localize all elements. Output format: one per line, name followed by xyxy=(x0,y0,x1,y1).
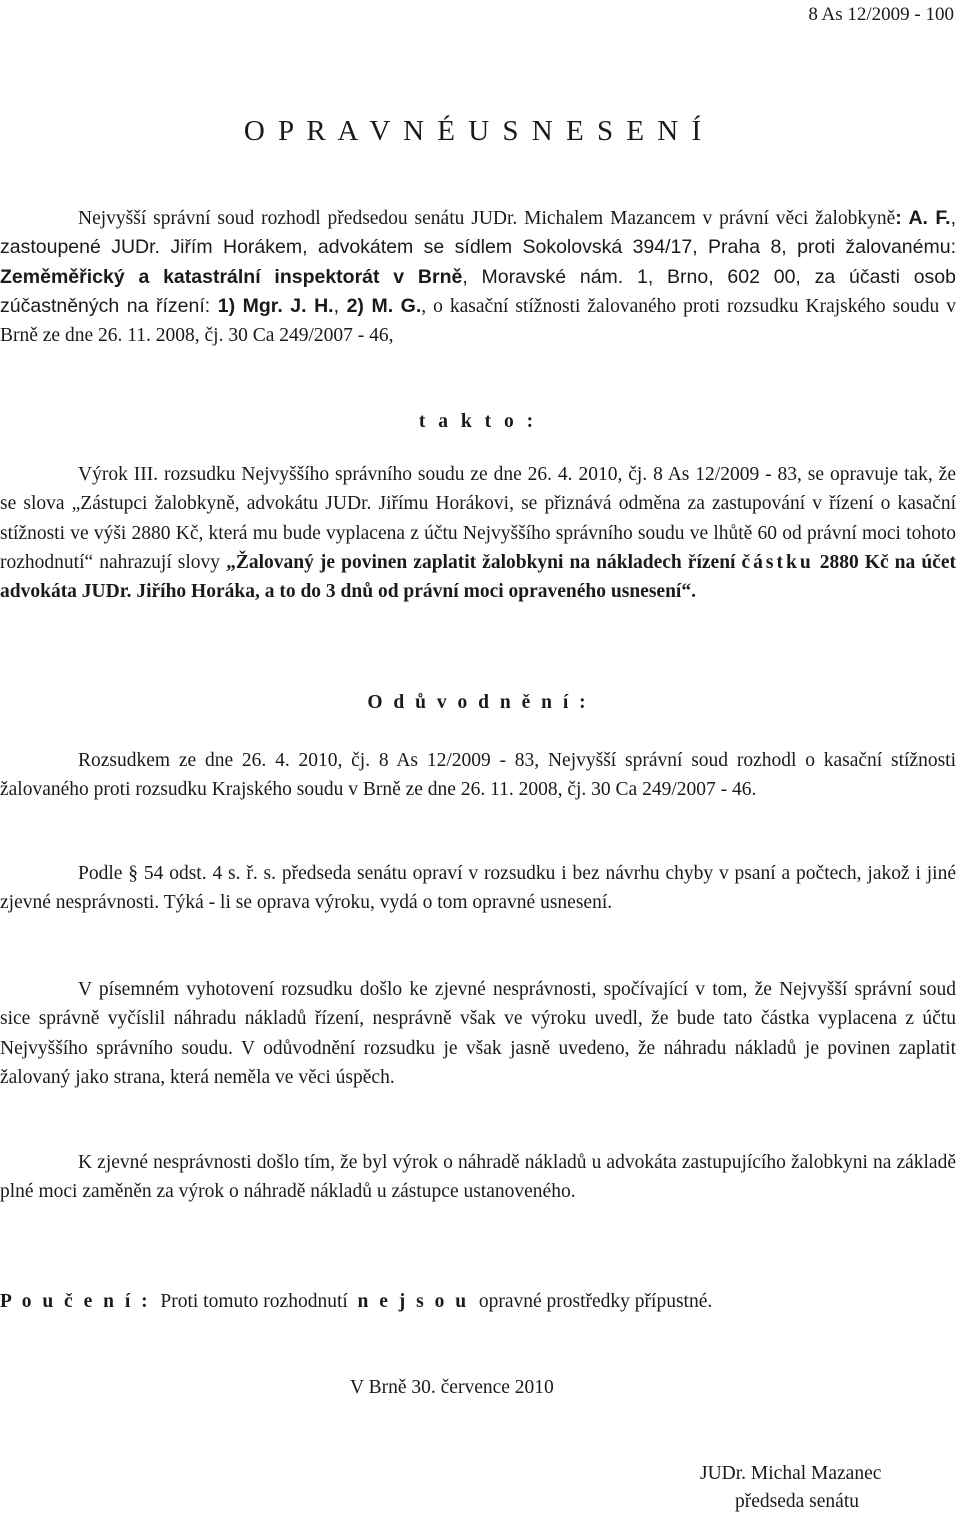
intro-text-2: , zastoupené JUDr. Jiřím Horákem, advokátem se sídlem Sokolovská 394/17, Praha 8, proti žalovanému: xyxy=(0,207,956,259)
takto-heading: t a k t o : xyxy=(418,411,538,432)
instruction-emphasis: n e j s o u xyxy=(357,1291,470,1312)
reasoning-paragraph-2: Podle § 54 odst. 4 s. ř. s. předseda senátu opraví v rozsudku i bez návrhu chyby v psaní a počtech, jakož i jiné zjevné nesprávnosti. Týká - li se oprava výroku, vydá o tom opravné usnesení. xyxy=(0,863,956,914)
verdict-replacement-1: „Žalovaný je povinen zaplatit žalobkyni na nákladech řízení xyxy=(226,551,742,573)
instruction-label: P o u č e n í : xyxy=(0,1291,151,1312)
intro-text-3: , Moravské nám. 1, Brno, 602 00, za účasti osob zúčastněných na řízení: xyxy=(0,265,956,317)
intro-text-1: Nejvyšší správní soud rozhodl předsedou senátu JUDr. Michalem Mazancem v právní věci žalobkyně xyxy=(78,208,896,229)
intro-colon: : xyxy=(895,207,909,229)
instruction-text-1: Proti tomuto rozhodnutí xyxy=(150,1291,358,1312)
plaintiff-name: A. F. xyxy=(908,207,951,229)
verdict-replacement-spaced: částku xyxy=(741,551,814,573)
reasoning-heading: O d ů v o d n ě n í : xyxy=(367,692,589,713)
instruction-line xyxy=(0,1290,712,1314)
verdict-text-1: Výrok III. rozsudku Nejvyššího správního soudu ze dne 26. 4. 2010, čj. 8 As 12/2009 - 83, se opravuje tak, že se slova „Zástupci žalobkyně, advokátu JUDr. Jiřímu Horákovi, se přiznává odměna za zastupování v řízení o kasační stížnosti ve výši 2880 Kč, která mu bude vyplacena z účtu Nejvyššího správního soudu ve lhůtě 60 od právní moci tohoto rozhodnutí“ nahrazují slovy xyxy=(0,464,956,573)
case-number: 8 As 12/2009 - 100 xyxy=(808,4,954,25)
verdict-replacement-2: 2880 Kč na účet advokáta JUDr. Jiřího Horáka, a to do 3 dnů od právní moci opraveného usnesení“. xyxy=(0,551,956,603)
instruction-text-2: opravné prostředky přípustné. xyxy=(469,1291,713,1312)
reasoning-paragraph-3: V písemném vyhotovení rozsudku došlo ke zjevné nesprávnosti, spočívající v tom, že Nejvyšší správní soud sice správně vyčíslil náhradu nákladů řízení, nesprávně však ve výroku uvedl, že bude tato částka vyplacena z účtu Nejvyššího správního soudu. V odůvodnění rozsudku je však jasně uvedeno, že náhradu nákladů je povinen zaplatit žalovaný jako strana, která neměla ve věci úspěch. xyxy=(0,979,956,1088)
intro-paragraph xyxy=(0,204,956,350)
intro-separator: , xyxy=(333,294,347,317)
party-1-name: 1) Mgr. J. H. xyxy=(217,294,334,317)
reasoning-paragraph-1: Rozsudkem ze dne 26. 4. 2010, čj. 8 As 12/2009 - 83, Nejvyšší správní soud rozhodl o kasační stížnosti žalovaného proti rozsudku Krajského soudu v Brně ze dne 26. 11. 2008, čj. 30 Ca 249/2007 - 46. xyxy=(0,750,956,801)
document-title: O P R A V N É U S N E S E N Í xyxy=(243,115,705,147)
party-2-name: 2) M. G. xyxy=(346,294,422,317)
signer-role: předseda senátu xyxy=(735,1491,859,1512)
reasoning-paragraph-4: K zjevné nesprávnosti došlo tím, že byl výrok o náhradě nákladů u advokáta zastupujícího žalobkyni na základě plné moci zaměněn za výrok o náhradě nákladů u zástupce ustanoveného. xyxy=(0,1152,956,1203)
intro-text-4: , o kasační stížnosti žalovaného proti rozsudku Krajského soudu v Brně ze dne 26. 11. 2008, čj. 30 Ca 249/2007 - 46, xyxy=(0,295,956,347)
defendant-name: Zeměměřický a katastrální inspektorát v Brně xyxy=(0,265,463,288)
place-and-date: V Brně 30. července 2010 xyxy=(350,1377,554,1398)
signer-name: JUDr. Michal Mazanec xyxy=(700,1463,882,1484)
verdict-paragraph xyxy=(0,460,956,606)
